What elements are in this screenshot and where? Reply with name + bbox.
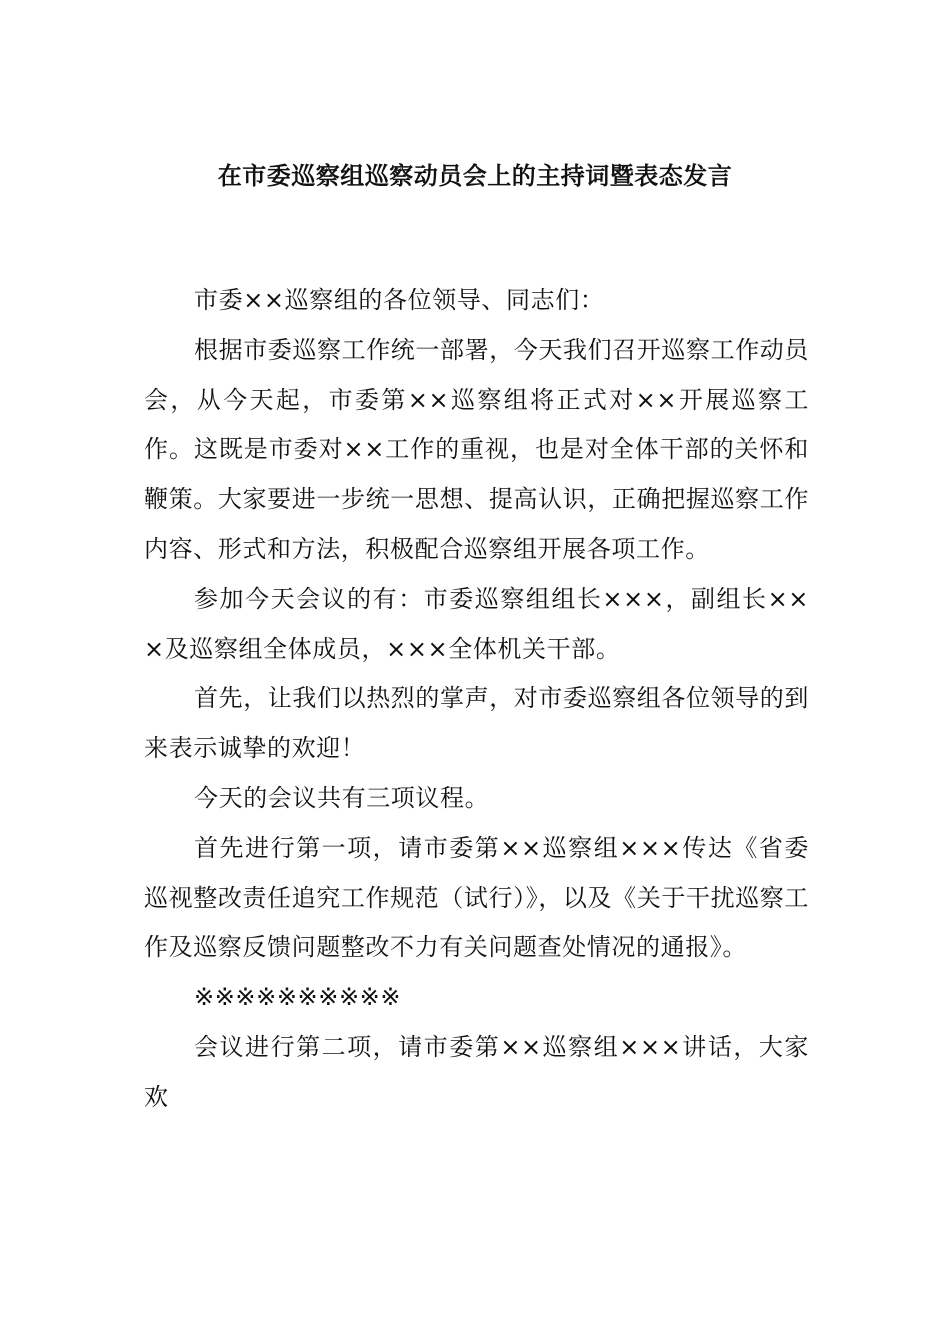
document-body — [144, 276, 809, 1123]
agenda-paragraph: 今天的会议共有三项议程。 — [194, 783, 490, 812]
separator-paragraph: ※※※※※※※※※※ — [194, 983, 402, 1012]
welcome-paragraph: 首先，让我们以热烈的掌声，对市委巡察组各位领导的到来表示诚挚的欢迎！ — [144, 684, 809, 763]
agenda-item-one-paragraph: 首先进行第一项，请市委第××巡察组×××传达《省委巡视整改责任追究工作规范（试行）》，以及《关于干扰巡察工作及巡察反馈问题整改不力有关问题查处情况的通报》。 — [144, 833, 809, 962]
agenda-item-two-paragraph: 会议进行第二项，请市委第××巡察组×××讲话，大家欢 — [144, 1032, 809, 1111]
attendees-paragraph: 参加今天会议的有：市委巡察组组长×××，副组长×××及巡察组全体成员，×××全体机关干部。 — [144, 584, 809, 663]
intro-paragraph: 根据市委巡察工作统一部署，今天我们召开巡察工作动员会，从今天起，市委第××巡察组将正式对××开展巡察工作。这既是市委对××工作的重视，也是对全体干部的关怀和鞭策。大家要进一步统一思想、提高认识，正确把握巡察工作内容、形式和方法，积极配合巡察组开展各项工作。 — [144, 335, 809, 563]
salutation-paragraph: 市委××巡察组的各位领导、同志们： — [194, 286, 605, 314]
document-title: 在市委巡察组巡察动员会上的主持词暨表态发言 — [217, 162, 733, 190]
